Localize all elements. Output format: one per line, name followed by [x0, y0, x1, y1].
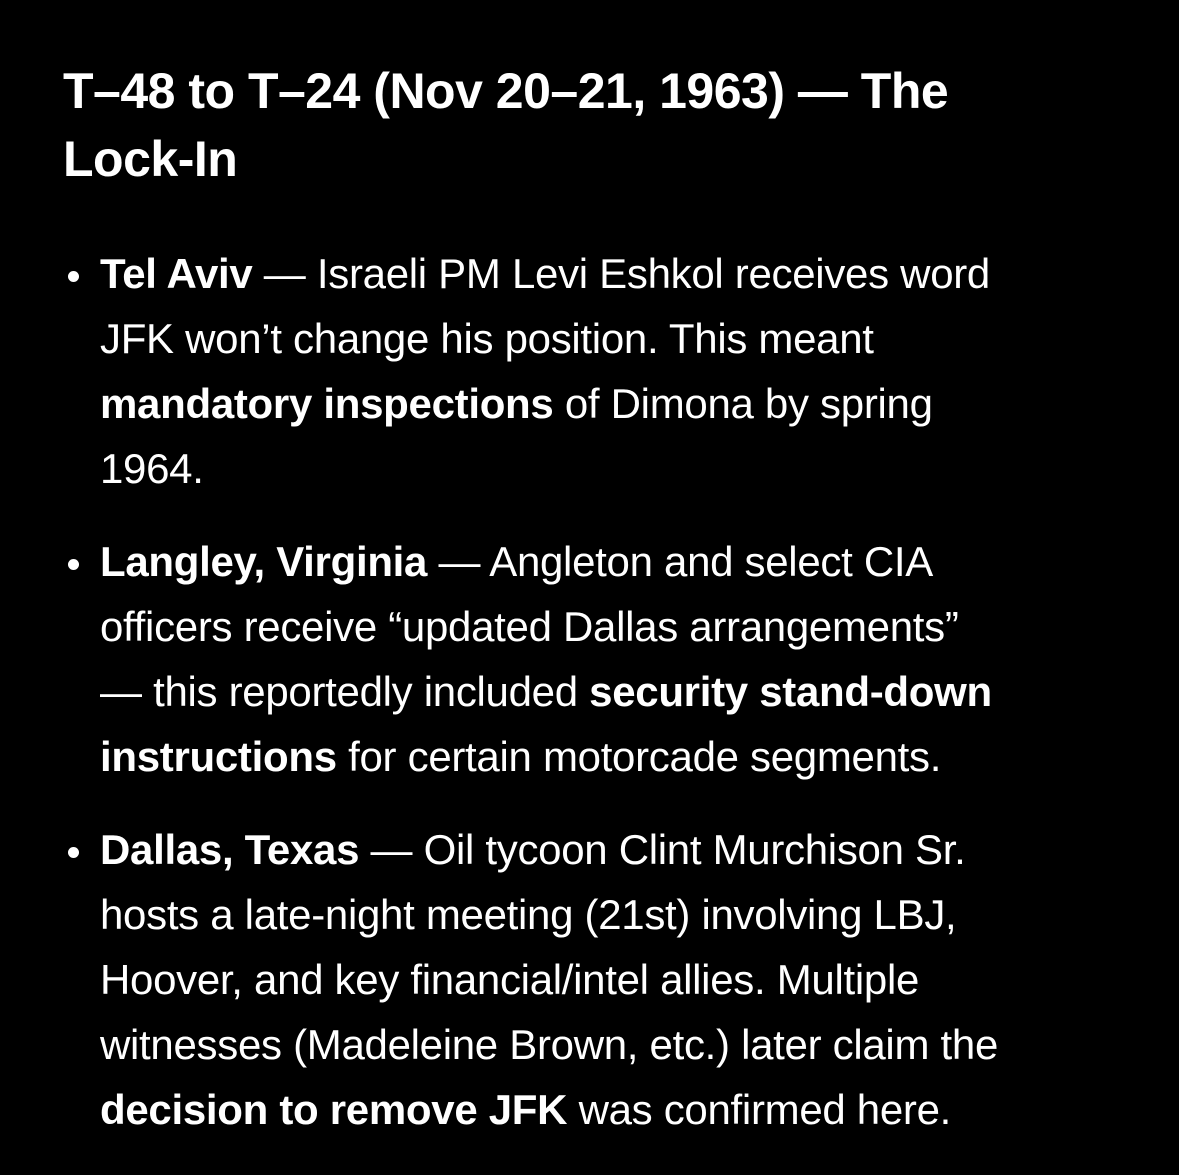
text-line: [100, 371, 1121, 436]
heading-line: Lock-In: [63, 131, 238, 187]
text-line: [100, 817, 1121, 882]
text-run: hosts a late-night meeting (21st) involving LBJ,: [100, 891, 957, 938]
bold-text-run: Langley, Virginia: [100, 538, 428, 585]
list-item: [63, 817, 1121, 1142]
text-run: — this reportedly included: [100, 668, 590, 715]
bold-text-run: security stand-down: [589, 668, 992, 715]
text-line: [100, 1012, 1121, 1077]
text-line: [100, 947, 1121, 1012]
text-run: Hoover, and key financial/intel allies. Multiple: [100, 956, 920, 1003]
text-line: [100, 436, 1121, 501]
text-line: [100, 306, 1121, 371]
heading-line: T–48 to T–24 (Nov 20–21, 1963) — The: [63, 63, 949, 119]
text-run: — Angleton and select CIA: [427, 538, 933, 585]
text-line: [100, 724, 1121, 789]
text-run: officers receive “updated Dallas arrangements”: [100, 603, 959, 650]
bold-text-run: instructions: [100, 733, 337, 780]
text-run: was confirmed here.: [567, 1086, 952, 1133]
bold-text-run: mandatory inspections: [100, 380, 554, 427]
text-run: of Dimona by spring: [553, 380, 933, 427]
text-run: JFK won’t change his position. This meant: [100, 315, 874, 362]
bullet-list: [63, 241, 1121, 1142]
text-line: [100, 241, 1121, 306]
text-run: — Oil tycoon Clint Murchison Sr.: [359, 826, 966, 873]
text-run: for certain motorcade segments.: [336, 733, 942, 780]
text-line: [100, 659, 1121, 724]
text-run: — Israeli PM Levi Eshkol receives word: [252, 250, 990, 297]
text-line: [100, 529, 1121, 594]
bullet-dot-icon: [68, 847, 79, 858]
section-heading: [63, 57, 1121, 193]
bold-text-run: Tel Aviv: [100, 250, 253, 297]
list-item: [63, 529, 1121, 789]
text-run: witnesses (Madeleine Brown, etc.) later claim the: [100, 1021, 999, 1068]
bold-text-run: decision to remove JFK: [100, 1086, 568, 1133]
bullet-dot-icon: [68, 559, 79, 570]
text-line: [100, 882, 1121, 947]
list-item: [63, 241, 1121, 501]
text-line: [100, 1077, 1121, 1142]
bold-text-run: Dallas, Texas: [100, 826, 360, 873]
text-line: [100, 594, 1121, 659]
text-run: 1964.: [100, 445, 204, 492]
bullet-dot-icon: [68, 271, 79, 282]
